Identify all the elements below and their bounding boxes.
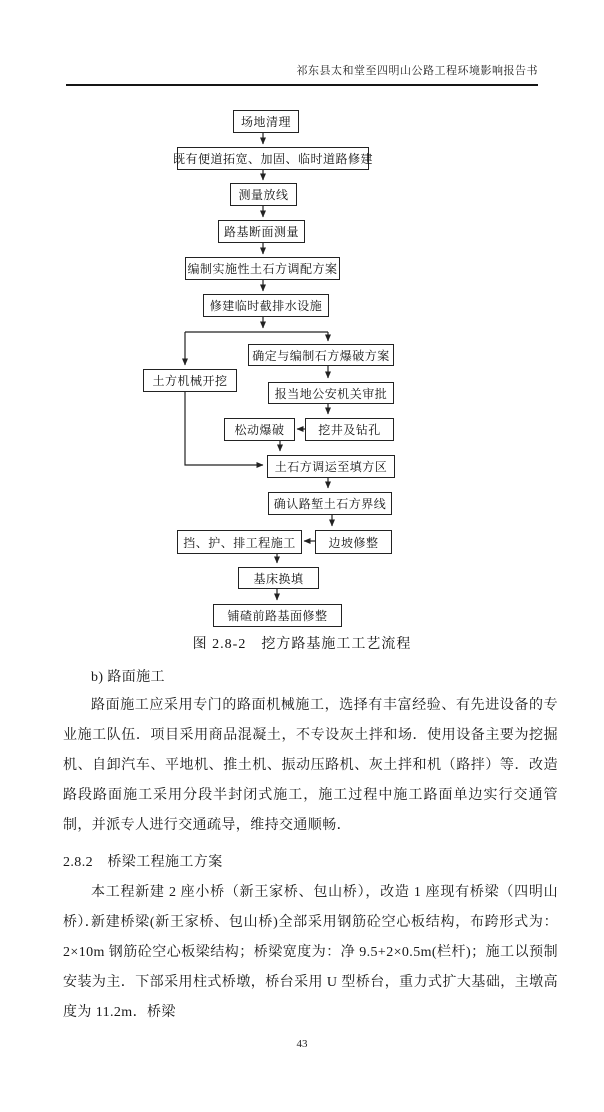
node-well-drilling: 挖井及钻孔 — [305, 418, 394, 441]
node-survey-layout: 测量放线 — [230, 183, 297, 206]
node-cut-boundary: 确认路堑土石方界线 — [268, 492, 392, 515]
paragraph-bridge-overview: 本工程新建 2 座小桥（新王家桥、包山桥），改造 1 座现有桥梁（四明山桥）． — [63, 885, 558, 930]
node-pre-ballast-finishing: 铺碴前路基面修整 — [213, 604, 342, 627]
node-subgrade-section: 路基断面测量 — [218, 220, 305, 243]
subheading-pavement: b) 路面施工 — [91, 670, 165, 685]
node-mechanical-excavation: 土方机械开挖 — [143, 369, 237, 392]
node-loosening-blast: 松动爆破 — [224, 418, 295, 441]
header-rule — [66, 84, 538, 86]
paragraph-bridge-structure: 新建桥梁(新王家桥、包山桥)全部采用钢筋砼空心板结构，布跨形式为：2×10m 钢筋砼空心板梁结构；桥梁宽度为：净 9.5+2×0.5m(栏杆)；施工以预制安装为主．下部采用柱式桥墩，桥台采用 U 型桥台，重力式扩大基础，主墩高度为 11.2m．桥梁 — [63, 915, 558, 1020]
header-title: 祁东县太和堂至四明山公路工程环境影响报告书 — [296, 65, 538, 77]
node-blasting-plan: 确定与编制石方爆破方案 — [248, 344, 394, 366]
node-retaining-works: 挡、护、排工程施工 — [177, 530, 302, 554]
node-site-clearing: 场地清理 — [233, 110, 299, 133]
node-police-approval: 报当地公安机关审批 — [268, 382, 394, 404]
figure-caption: 图 2.8-2 挖方路基施工工艺流程 — [192, 637, 412, 652]
node-subgrade-replacement: 基床换填 — [238, 567, 319, 589]
paragraph-pavement: 路面施工应采用专门的路面机械施工，选择有丰富经验、有先进设备的专业施工队伍．项目采用商品混凝土，不专设灰土拌和场．使用设备主要为挖掘机、自卸汽车、平地机、推土机、振动压路机、灰土拌和机（路拌）等．改造路段路面施工采用分段半封闭式施工，施工过程中施工路面单边实行交通管制，并派专人进行交通疏导，维持交通顺畅． — [63, 698, 558, 833]
node-temp-road-works: 既有便道拓宽、加固、临时道路修建 — [177, 147, 369, 170]
node-haul-to-fill: 土石方调运至填方区 — [267, 455, 395, 478]
page-header — [66, 62, 538, 78]
page-number: 43 — [296, 1038, 308, 1050]
section-heading-bridge: 2.8.2 桥梁工程施工方案 — [63, 855, 223, 870]
node-temp-drainage: 修建临时截排水设施 — [203, 294, 329, 317]
node-slope-trimming: 边坡修整 — [315, 530, 392, 554]
node-earthwork-plan: 编制实施性土石方调配方案 — [185, 257, 340, 280]
